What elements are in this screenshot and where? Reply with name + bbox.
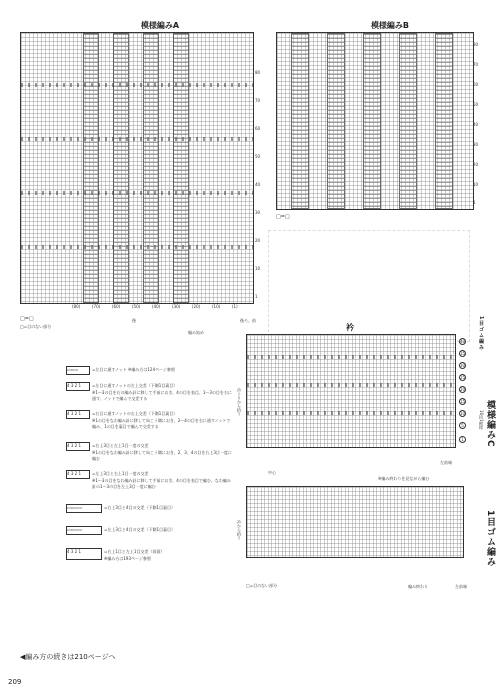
collar-section-top: 1目ゴム編み bbox=[478, 316, 484, 351]
continue-note: ◀編み方の続きは210ページへ bbox=[20, 653, 116, 661]
col-number: (60) bbox=[112, 304, 121, 309]
legend-text: =右上3目と左上1目一度の交差 bbox=[92, 443, 149, 448]
cable-motif bbox=[327, 33, 345, 209]
chart-b-legend-symbol: □=□ bbox=[276, 214, 290, 220]
legend-detail: ※1〜3の目を右の編み針に移して手前におき、4の目を表目、1〜3の目を右に通す、ノットで編んで交差する bbox=[92, 390, 232, 401]
legend-text: =左目に通すノットの左上交差（下側1目裏目） bbox=[92, 383, 178, 388]
band-grid bbox=[246, 486, 464, 558]
row-number: 35 bbox=[460, 351, 466, 356]
row-number: 20 bbox=[473, 162, 479, 167]
cable-motif bbox=[399, 33, 417, 209]
legend-symbol: 4 3 2 1 bbox=[66, 382, 90, 391]
row-number: 30 bbox=[473, 142, 479, 147]
row-number: 5 bbox=[459, 422, 466, 429]
col-number: (1) bbox=[232, 304, 238, 309]
row-number: 80 bbox=[473, 42, 479, 47]
legend-symbol: ▭▭▭▭ bbox=[66, 504, 102, 513]
row-number: 30 bbox=[460, 363, 466, 368]
band-left-label: 衿から拾う bbox=[237, 520, 242, 540]
symbol-legend bbox=[66, 366, 236, 636]
chart-b-grid bbox=[276, 32, 474, 210]
col-number: (40) bbox=[152, 304, 161, 309]
chart-a-row-numbers bbox=[253, 32, 265, 302]
legend-text: =右目に通すノットの右上交差（下側1目裏目） bbox=[92, 411, 178, 416]
cable-motif bbox=[173, 33, 189, 303]
row-number: 60 bbox=[473, 82, 479, 87]
band-title: 1目ゴム編み bbox=[485, 510, 495, 568]
col-number: (20) bbox=[192, 304, 201, 309]
row-number: 10 bbox=[460, 411, 466, 416]
collar-section-c-sub: 16段1模様 bbox=[479, 410, 484, 430]
row-number: 40 bbox=[473, 122, 479, 127]
row-number: 80 bbox=[255, 70, 261, 75]
page-number: 209 bbox=[8, 678, 22, 686]
chart-a-legend-note: □=目のない部分 bbox=[20, 324, 52, 329]
legend-text: =右上3目と4目の交差（下側1目裏目） bbox=[104, 505, 175, 510]
chart-a-mark-back: 後ろ、前 bbox=[240, 318, 256, 323]
band-legend: □=目のない部分 bbox=[246, 583, 278, 588]
row-number: 40 bbox=[460, 339, 466, 344]
chart-a-legend-symbol: □=□ bbox=[20, 316, 34, 322]
collar-center-label: 中心 bbox=[268, 470, 276, 475]
chart-b-title: 模様編みB bbox=[370, 21, 410, 30]
row-number: 60 bbox=[255, 126, 261, 131]
row-number: 50 bbox=[255, 154, 261, 159]
legend-symbol: 4 3 2 1 bbox=[66, 442, 90, 451]
row-number: 10 bbox=[255, 266, 261, 271]
legend-symbol: 4 3 2 1 bbox=[66, 548, 102, 560]
col-number: (10) bbox=[212, 304, 221, 309]
legend-detail: ※1の目をなわ編み針に移して向こう側におき、2〜4の目を右に通すノットで編み、1の目を裏目で編んで交差する bbox=[92, 418, 231, 429]
legend-text: =左上3目と右上1目一度の交差 bbox=[92, 471, 149, 476]
legend-detail: ※1の目をなわ編み針に移して向こう側におき、2、3、4の目を右上3目一度に編む bbox=[92, 450, 232, 461]
col-number: (50) bbox=[132, 304, 141, 309]
row-number: 15 bbox=[460, 399, 466, 404]
collar-title: 衿 bbox=[346, 323, 354, 332]
collar-right-note-1: 左前端 bbox=[440, 460, 452, 465]
collar-row-numbers bbox=[455, 334, 469, 446]
chart-a-col-numbers bbox=[22, 304, 254, 312]
row-number: 30 bbox=[255, 210, 261, 215]
row-number: 50 bbox=[473, 102, 479, 107]
collar-section-c: 模様編みC bbox=[485, 400, 495, 448]
row-number: 1 bbox=[473, 200, 476, 205]
collar-grid bbox=[246, 334, 456, 448]
chart-a-title: 模様編みA bbox=[140, 21, 180, 30]
band-start-label: 編み終わり bbox=[408, 584, 428, 589]
row-number: 20 bbox=[255, 238, 261, 243]
row-number: 1 bbox=[255, 294, 258, 299]
legend-detail: ※1〜3の目をなわ編み針に移して手前におき、4の目を表目で編む。なわ編み針の1〜3の目を左上3目一度に編む bbox=[92, 478, 231, 489]
collar-right-note-2: ※編み終わりを見ながら編む bbox=[378, 476, 430, 481]
collar-left-label: 衿ぐりから拾う bbox=[237, 388, 242, 416]
row-number: 10 bbox=[473, 182, 479, 187]
chart-a-mark-front: 後 bbox=[132, 318, 136, 323]
row-number: 1 bbox=[459, 436, 466, 443]
col-number: (30) bbox=[172, 304, 181, 309]
row-number: 70 bbox=[473, 62, 479, 67]
legend-symbol: ▭▭▭▭ bbox=[66, 526, 102, 535]
row-number: 25 bbox=[460, 375, 466, 380]
cable-motif bbox=[363, 33, 381, 209]
legend-text: =右上1目と左上1目交差（両面） bbox=[104, 549, 165, 554]
cable-motif bbox=[143, 33, 159, 303]
row-number: 40 bbox=[255, 182, 261, 187]
legend-text: =左上3目と4目の交差（下側1目裏目） bbox=[104, 527, 175, 532]
cable-motif bbox=[435, 33, 453, 209]
row-number: 20 bbox=[460, 387, 466, 392]
chart-b-row-numbers bbox=[473, 32, 485, 208]
legend-detail: ※編み方は193ページ参照 bbox=[104, 556, 151, 561]
chart-a-start-label: 編み始め bbox=[188, 330, 204, 335]
col-number: (80) bbox=[72, 304, 81, 309]
chart-a-grid bbox=[20, 32, 254, 304]
legend-symbol: 4 3 2 1 bbox=[66, 410, 90, 419]
legend-symbol: ▭▭▭ bbox=[66, 366, 90, 375]
col-number: (70) bbox=[92, 304, 101, 309]
cable-motif bbox=[291, 33, 309, 209]
legend-symbol: 4 3 2 1 bbox=[66, 470, 90, 479]
band-right-label: 左前端 bbox=[455, 584, 467, 589]
cable-motif bbox=[83, 33, 99, 303]
cable-motif bbox=[113, 33, 129, 303]
legend-text: =左目に通すノット ※編み方は124ページ参照 bbox=[92, 367, 175, 372]
row-number: 70 bbox=[255, 98, 261, 103]
